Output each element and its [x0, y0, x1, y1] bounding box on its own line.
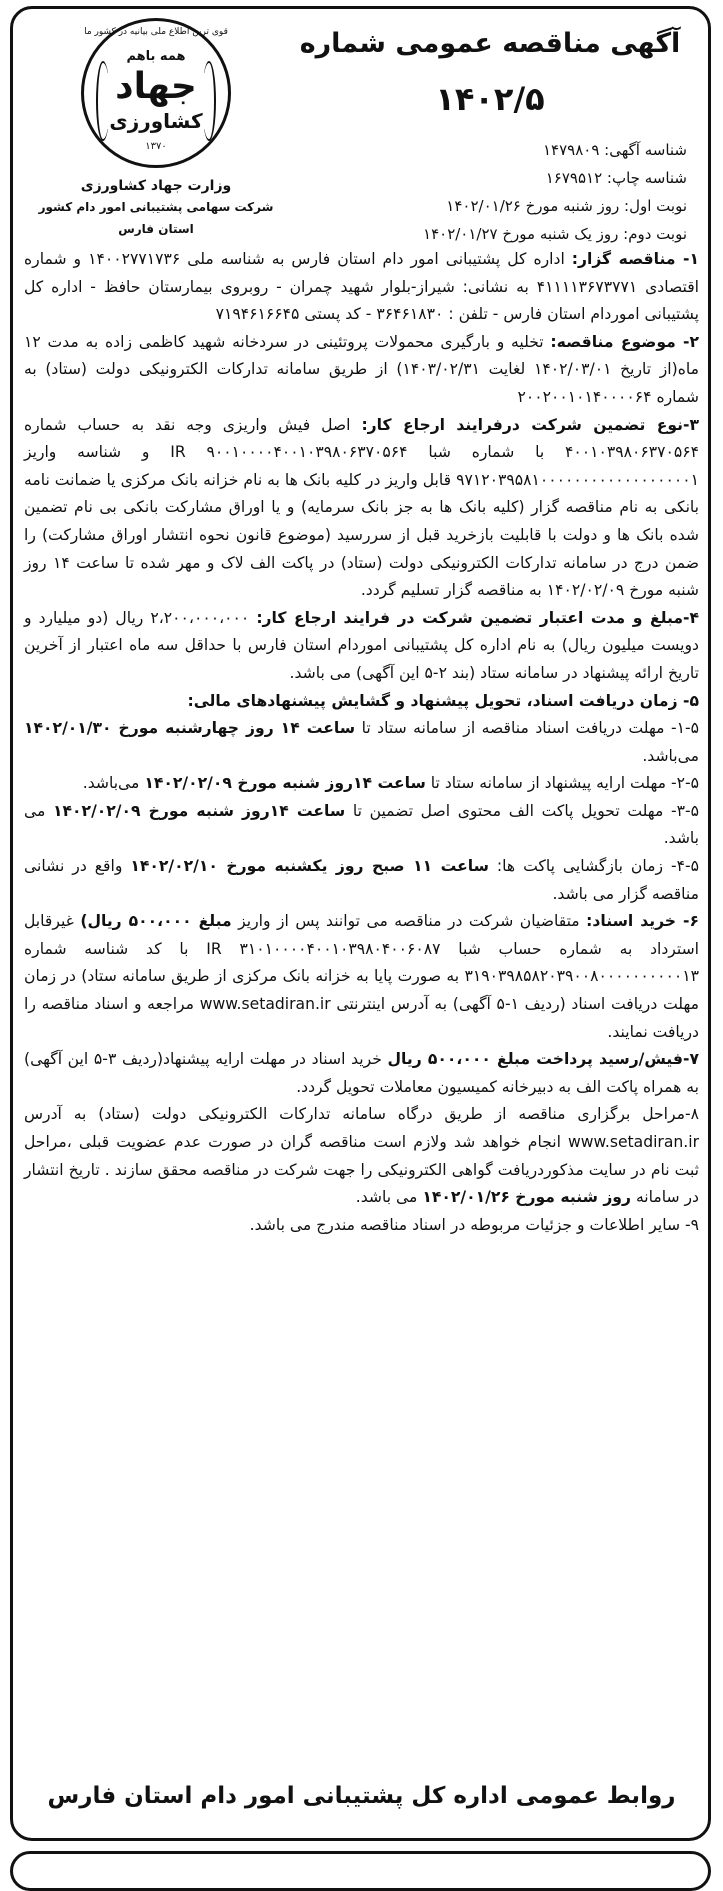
- first-round: نوبت اول: روز شنبه مورخ ۱۴۰۲/۰۱/۲۶: [446, 197, 687, 215]
- section-4: [24, 605, 699, 688]
- notice-ids: [267, 136, 687, 248]
- section-5-3-tail: می باشد.: [24, 801, 699, 848]
- section-2-text: تخلیه و بارگیری محمولات پروتئینی در سردخانه شهید کاظمی زاده به مدت ۱۲ ماه(از تاریخ ۱۴۰۲/۰۳/۰۱ لغایت ۱۴۰۳/۰۲/۳۱) از طریق سامانه تدارکات الکترونیکی دولت (ستاد) به شماره ۲۰۰۲۰۰۱۰۱۴۰۰۰۰۶۴: [24, 332, 700, 406]
- logo-year: ۱۳۷۰: [145, 141, 167, 152]
- section-3-text: اصل فیش واریزی وجه نقد به حساب شماره ۴۰۰۱۰۳۹۸۰۶۳۷۰۵۶۴ با شماره شبا IR ۹۰۰۱۰۰۰۰۴۰۰۱۰۳۹۸۰۶۳۷۰۵۶۴ و شناسه واریز ۹۷۱۲۰۳۹۵۸۱۰۰۰۰۰۰۰۰۰۰۰۰۰۰۰۰۰۰۱ قابل واریز در کلیه بانک ها به نام خزانه بانک مرکزی یا ضمانت نامه بانکی به نام مناقصه گزار (کلیه بانک ها به جز بانک سرمایه) و یا اوراق مشارکت بانکی بی نام تضمین شده بانک ها و دولت با قابلیت بازخرید قبل از سررسید (موضوع قانون نحوه انتشار اوراق مشارکت) را ضمن درج در سامانه تدارکات الکترونیکی دولت (ستاد) در پاکت الف لاک و مهر شده تا ساعت ۱۴ روز شنبه مورخ ۱۴۰۲/۰۲/۰۹ به مناقصه گزار تسلیم گردد.: [24, 415, 700, 600]
- section-5-4-text: ۴-۵- زمان بازگشایی پاکت ها:: [488, 857, 699, 876]
- section-5-1-deadline: ساعت ۱۴ روز چهارشنبه مورخ ۱۴۰۲/۰۱/۳۰: [24, 719, 356, 738]
- section-4-heading: ۴-مبلغ و مدت اعتبار تضمین شرکت در فرایند ارجاع کار:: [256, 608, 699, 627]
- section-1-text: اداره کل پشتیبانی امور دام استان فارس به شناسه ملی ۱۴۰۰۲۷۷۱۷۳۶ و شماره اقتصادی ۴۱۱۱۱۳۶۷۳۷۷۱ به نشانی: شیراز-بلوار شهید چمران - روبروی بیمارستان حافظ - اداره کل پشتیبانی اموردام استان فارس - تلفن : ۳۶۴۶۱۸۳۰ - کد پستی ۷۱۹۴۶۱۶۶۴۵: [24, 250, 700, 324]
- section-4-text: ۲،۲۰۰،۰۰۰،۰۰۰ ریال (دو میلیارد و دویست میلیون ریال) به نام اداره کل پشتیبانی اموردام استان فارس با حداقل سه ماه اعتبار از آخرین تاریخ ارائه پیشنهاد در سامانه ستاد (بند ۲-۵ این آگهی) می باشد.: [24, 608, 699, 682]
- company-name: شرکت سهامی پشتیبانی امور دام کشور: [38, 200, 274, 214]
- section-8: [24, 1101, 699, 1211]
- section-2-heading: ۲- موضوع مناقصه:: [550, 332, 699, 351]
- section-3: [24, 412, 699, 605]
- section-8-tail: می باشد.: [355, 1188, 423, 1207]
- notice-title: آگهی مناقصه عمومی شماره: [299, 28, 681, 59]
- section-5-4: [24, 853, 699, 908]
- next-notice-frame: [10, 1851, 711, 1891]
- section-5-heading: ۵- زمان دریافت اسناد، تحویل پیشنهاد و گشایش پیشنهادهای مالی:: [187, 691, 699, 710]
- logo-main-text: جهاد: [115, 66, 197, 107]
- section-8-text: ۸-مراحل برگزاری مناقصه از طریق درگاه سامانه تدارکات الکترونیکی دولت (ستاد) به آدرس www.setadiran.ir انجام خواهد شد ولازم است مناقصه گران در صورت عدم عضویت قبلی ،مراحل ثبت نام در سایت مذکوردریافت گواهی الکترونیکی را جهت شرکت در مناقصه محقق سازند . تاریخ انتشار در سامانه: [24, 1105, 699, 1207]
- logo-top-text: قوی ترین اطلاع ملی بیانیه در کشور ما: [84, 27, 228, 37]
- section-8-date: روز شنبه مورخ ۱۴۰۲/۰۱/۲۶: [422, 1188, 631, 1207]
- section-7-text: خرید اسناد در مهلت ارایه پیشنهاد(ردیف ۳-۵ این آگهی) به همراه پاکت الف به دبیرخانه کمیسیون معاملات تحویل گردد.: [24, 1050, 699, 1096]
- section-7: [24, 1046, 699, 1101]
- section-5: [24, 688, 699, 716]
- notice-body: [24, 246, 699, 1239]
- section-5-4-deadline: ساعت ۱۱ صبح روز یکشنبه مورخ ۱۴۰۲/۰۲/۱۰: [130, 857, 489, 876]
- section-5-3: [24, 798, 699, 853]
- section-5-1: [24, 715, 699, 770]
- section-5-1-tail: می‌باشد.: [642, 746, 699, 765]
- section-3-heading: ۳-نوع تضمین شرکت درفرایند ارجاع کار:: [361, 415, 699, 434]
- section-7-heading: ۷-فیش/رسید پرداخت مبلغ ۵۰۰،۰۰۰ ریال: [387, 1050, 699, 1069]
- section-6-amount: مبلغ ۵۰۰،۰۰۰ ریال): [80, 912, 232, 931]
- section-6-tail: غیرقابل استرداد به شماره حساب شبا ۳۱۰۱۰۰۰۰۴۰۰۱۰۳۹۸۰۴۰۰۶۰۸۷ IR با کد شناسه شماره ۳۱۹۰۳۹۸۵۸۲۰۳۹۰۰۸۰۰۰۰۰۰۰۰۰۰۱۳ به صورت پایا به خزانه بانک مرکزی از طریق سامانه ستاد) در زمان مهلت دریافت اسناد (ردیف ۱-۵ آگهی) به آدرس اینترنتی www.setadiran.ir مراجعه و اسناد مناقصه را دریافت نمایند.: [24, 912, 700, 1041]
- section-5-1-text: ۱-۵- مهلت دریافت اسناد مناقصه از سامانه ستاد تا: [355, 719, 700, 738]
- notice-number: ۱۴۰۲/۵: [435, 80, 545, 118]
- section-9: ۹- سایر اطلاعات و جزئیات مربوطه در اسناد مناقصه مندرج می باشد.: [249, 1215, 699, 1234]
- section-5-3-deadline: ساعت ۱۴روز شنبه مورخ ۱۴۰۲/۰۲/۰۹: [53, 801, 346, 820]
- section-5-2: [24, 770, 699, 798]
- logo-motto: همه باهم: [126, 49, 186, 64]
- section-5-3-text: ۳-۵- مهلت تحویل پاکت الف محتوی اصل تضمین تا: [345, 801, 699, 820]
- section-2: [24, 329, 699, 412]
- ministry-name: وزارت جهاد کشاورزی: [80, 178, 232, 194]
- section-5-2-text: ۲-۵- مهلت ارایه پیشنهاد از سامانه ستاد تا: [425, 774, 699, 793]
- section-5-2-deadline: ساعت ۱۴روز شنبه مورخ ۱۴۰۲/۰۲/۰۹: [144, 774, 426, 793]
- logo-sub-text: کشاورزی: [109, 109, 203, 133]
- section-6-heading: ۶- خرید اسناد:: [586, 912, 700, 931]
- section-1: [24, 246, 699, 329]
- section-5-2-tail: می‌باشد.: [82, 774, 145, 793]
- print-id: شناسه چاپ: ۱۶۷۹۵۱۲: [545, 169, 687, 187]
- section-1-heading: ۱- مناقصه گزار:: [571, 250, 699, 268]
- second-round: نوبت دوم: روز یک شنبه مورخ ۱۴۰۲/۰۱/۲۷: [423, 225, 687, 243]
- ministry-logo: [81, 18, 231, 168]
- section-6: [24, 908, 699, 1046]
- section-5-4-tail: واقع در نشانی مناقصه گزار می باشد.: [24, 857, 699, 903]
- province-name: استان فارس: [118, 222, 194, 236]
- ad-id: شناسه آگهی: ۱۴۷۹۸۰۹: [543, 141, 687, 159]
- section-6-text: متقاضیان شرکت در مناقصه می توانند پس از واریز: [231, 912, 587, 931]
- footer-signature: روابط عمومی اداره کل پشتیبانی امور دام استان فارس: [47, 1783, 676, 1809]
- logo-block: [36, 18, 276, 248]
